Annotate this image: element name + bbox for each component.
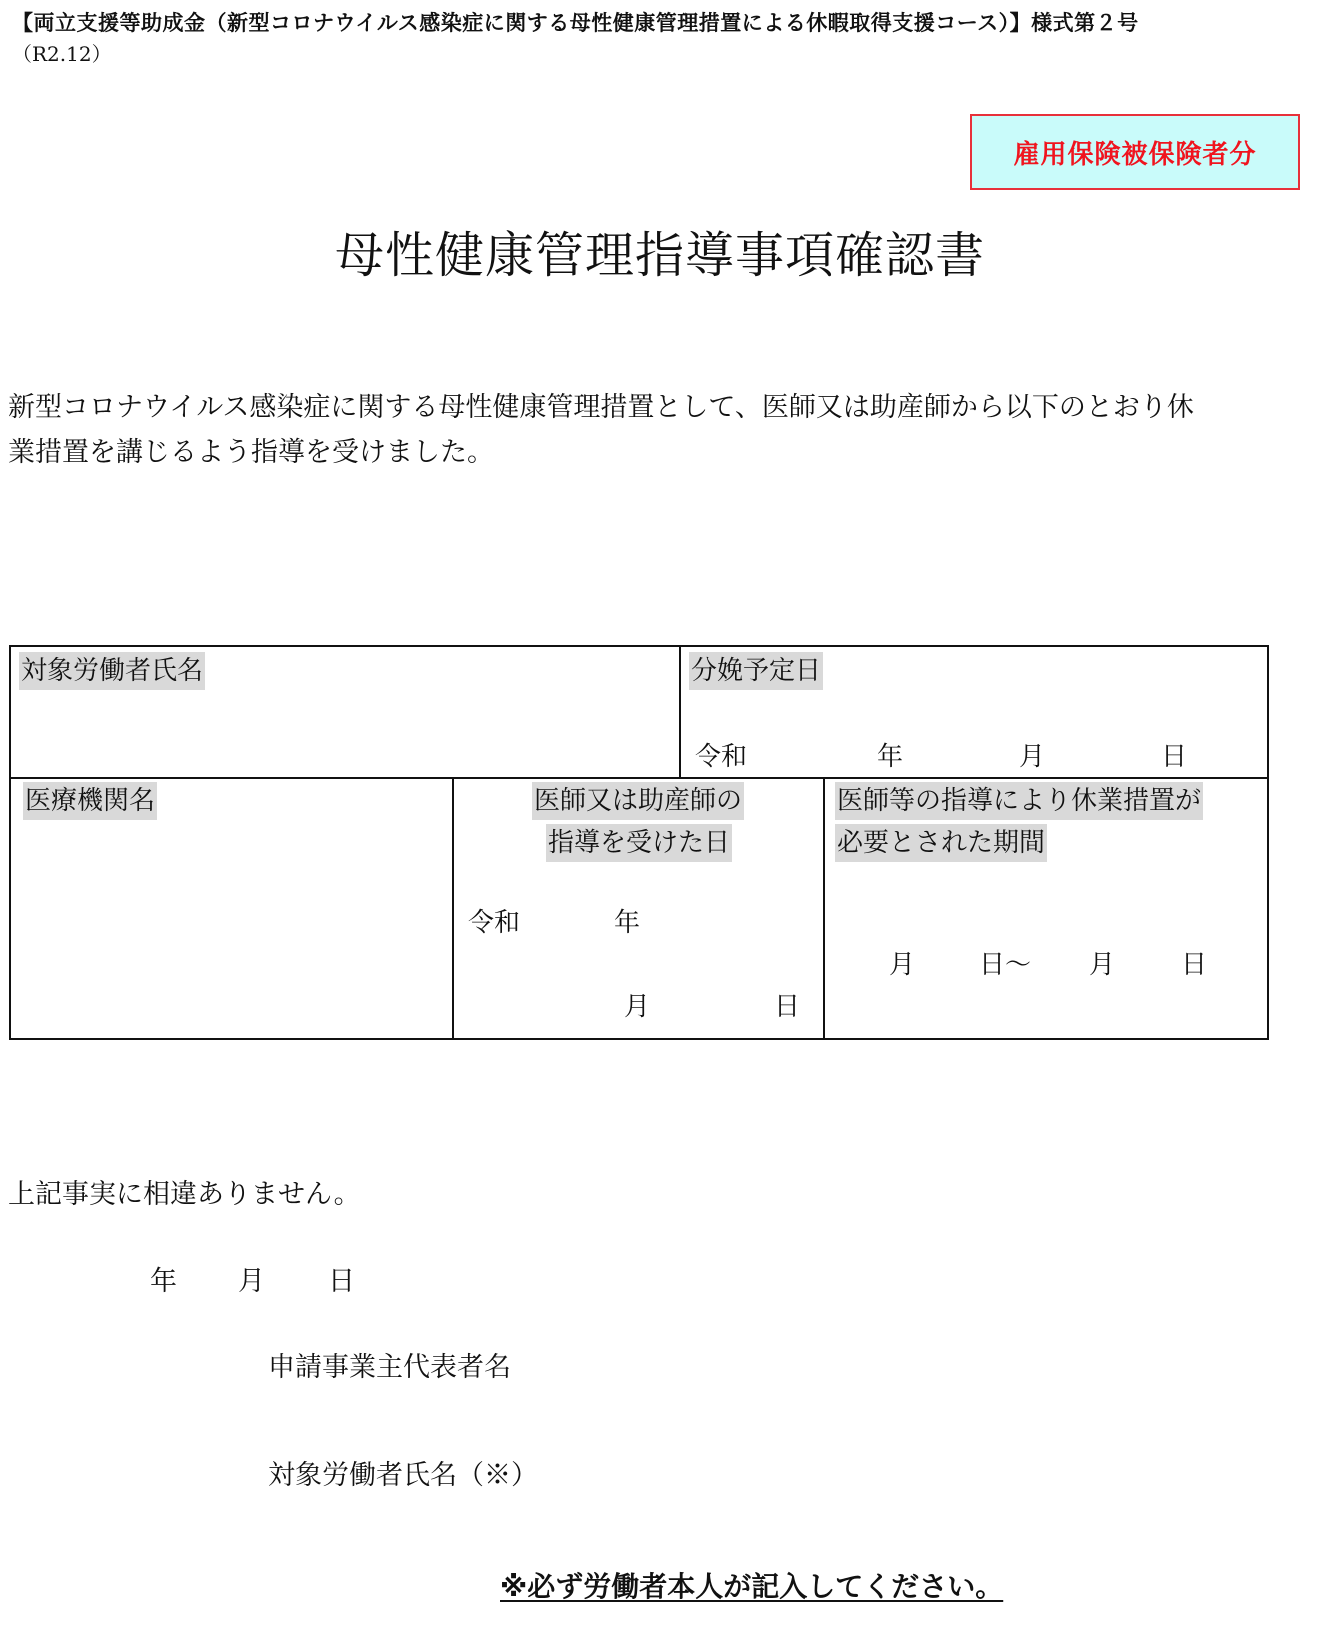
guidance-date-label-1: 医師又は助産師の bbox=[532, 782, 744, 820]
guidance-date-month: 月 bbox=[624, 992, 651, 1022]
guidance-form-table bbox=[9, 645, 1269, 1040]
institution-label: 医療機関名 bbox=[23, 782, 157, 820]
leave-period-label-1: 医師等の指導により休業措置が bbox=[835, 782, 1203, 820]
leave-period-label-2: 必要とされた期間 bbox=[835, 824, 1047, 862]
sign-date-day: 日 bbox=[328, 1266, 355, 1297]
insured-badge: 雇用保険被保険者分 bbox=[970, 114, 1300, 190]
due-date-year: 年 bbox=[877, 742, 904, 772]
leave-period-end-month: 月 bbox=[1089, 950, 1116, 980]
due-date-day: 日 bbox=[1161, 742, 1188, 772]
guidance-date-year: 年 bbox=[614, 908, 641, 938]
due-date-label: 分娩予定日 bbox=[689, 652, 823, 690]
leave-period-start-month: 月 bbox=[889, 950, 916, 980]
form-id-header: 【両立支援等助成金（新型コロナウイルス感染症に関する母性健康管理措置による休暇取得支援コース）】様式第２号 bbox=[12, 11, 1139, 35]
intro-line-2: 業措置を講じるよう指導を受けました。 bbox=[8, 437, 494, 468]
form-revision: （R2.12） bbox=[12, 42, 112, 66]
worker-signature-label: 対象労働者氏名（※） bbox=[268, 1460, 538, 1491]
guidance-date-cell[interactable] bbox=[454, 779, 823, 1038]
sign-date-year: 年 bbox=[150, 1266, 177, 1297]
guidance-date-day: 日 bbox=[774, 992, 801, 1022]
guidance-date-era: 令和 bbox=[468, 908, 521, 938]
guidance-date-label-2: 指導を受けた日 bbox=[546, 824, 732, 862]
due-date-month: 月 bbox=[1019, 742, 1046, 772]
employer-representative-label: 申請事業主代表者名 bbox=[268, 1352, 511, 1383]
intro-line-1: 新型コロナウイルス感染症に関する母性健康管理措置として、医師又は助産師から以下のとおり休 bbox=[8, 392, 1194, 423]
due-date-cell[interactable] bbox=[681, 647, 1267, 777]
page-title: 母性健康管理指導事項確認書 bbox=[334, 227, 985, 284]
due-date-era: 令和 bbox=[695, 742, 748, 772]
intro-paragraph bbox=[8, 385, 1288, 475]
leave-period-end-day: 日 bbox=[1181, 950, 1208, 980]
institution-cell[interactable] bbox=[11, 779, 452, 1038]
leave-period-start-day: 日〜 bbox=[979, 950, 1032, 980]
self-entry-notice: ※必ず労働者本人が記入してください。 bbox=[500, 1570, 1004, 1603]
worker-name-cell[interactable] bbox=[11, 647, 679, 777]
leave-period-cell[interactable] bbox=[825, 779, 1267, 1038]
worker-name-label: 対象労働者氏名 bbox=[19, 652, 205, 690]
sign-date-month: 月 bbox=[238, 1266, 265, 1297]
confirmation-statement: 上記事実に相違ありません。 bbox=[8, 1179, 361, 1210]
